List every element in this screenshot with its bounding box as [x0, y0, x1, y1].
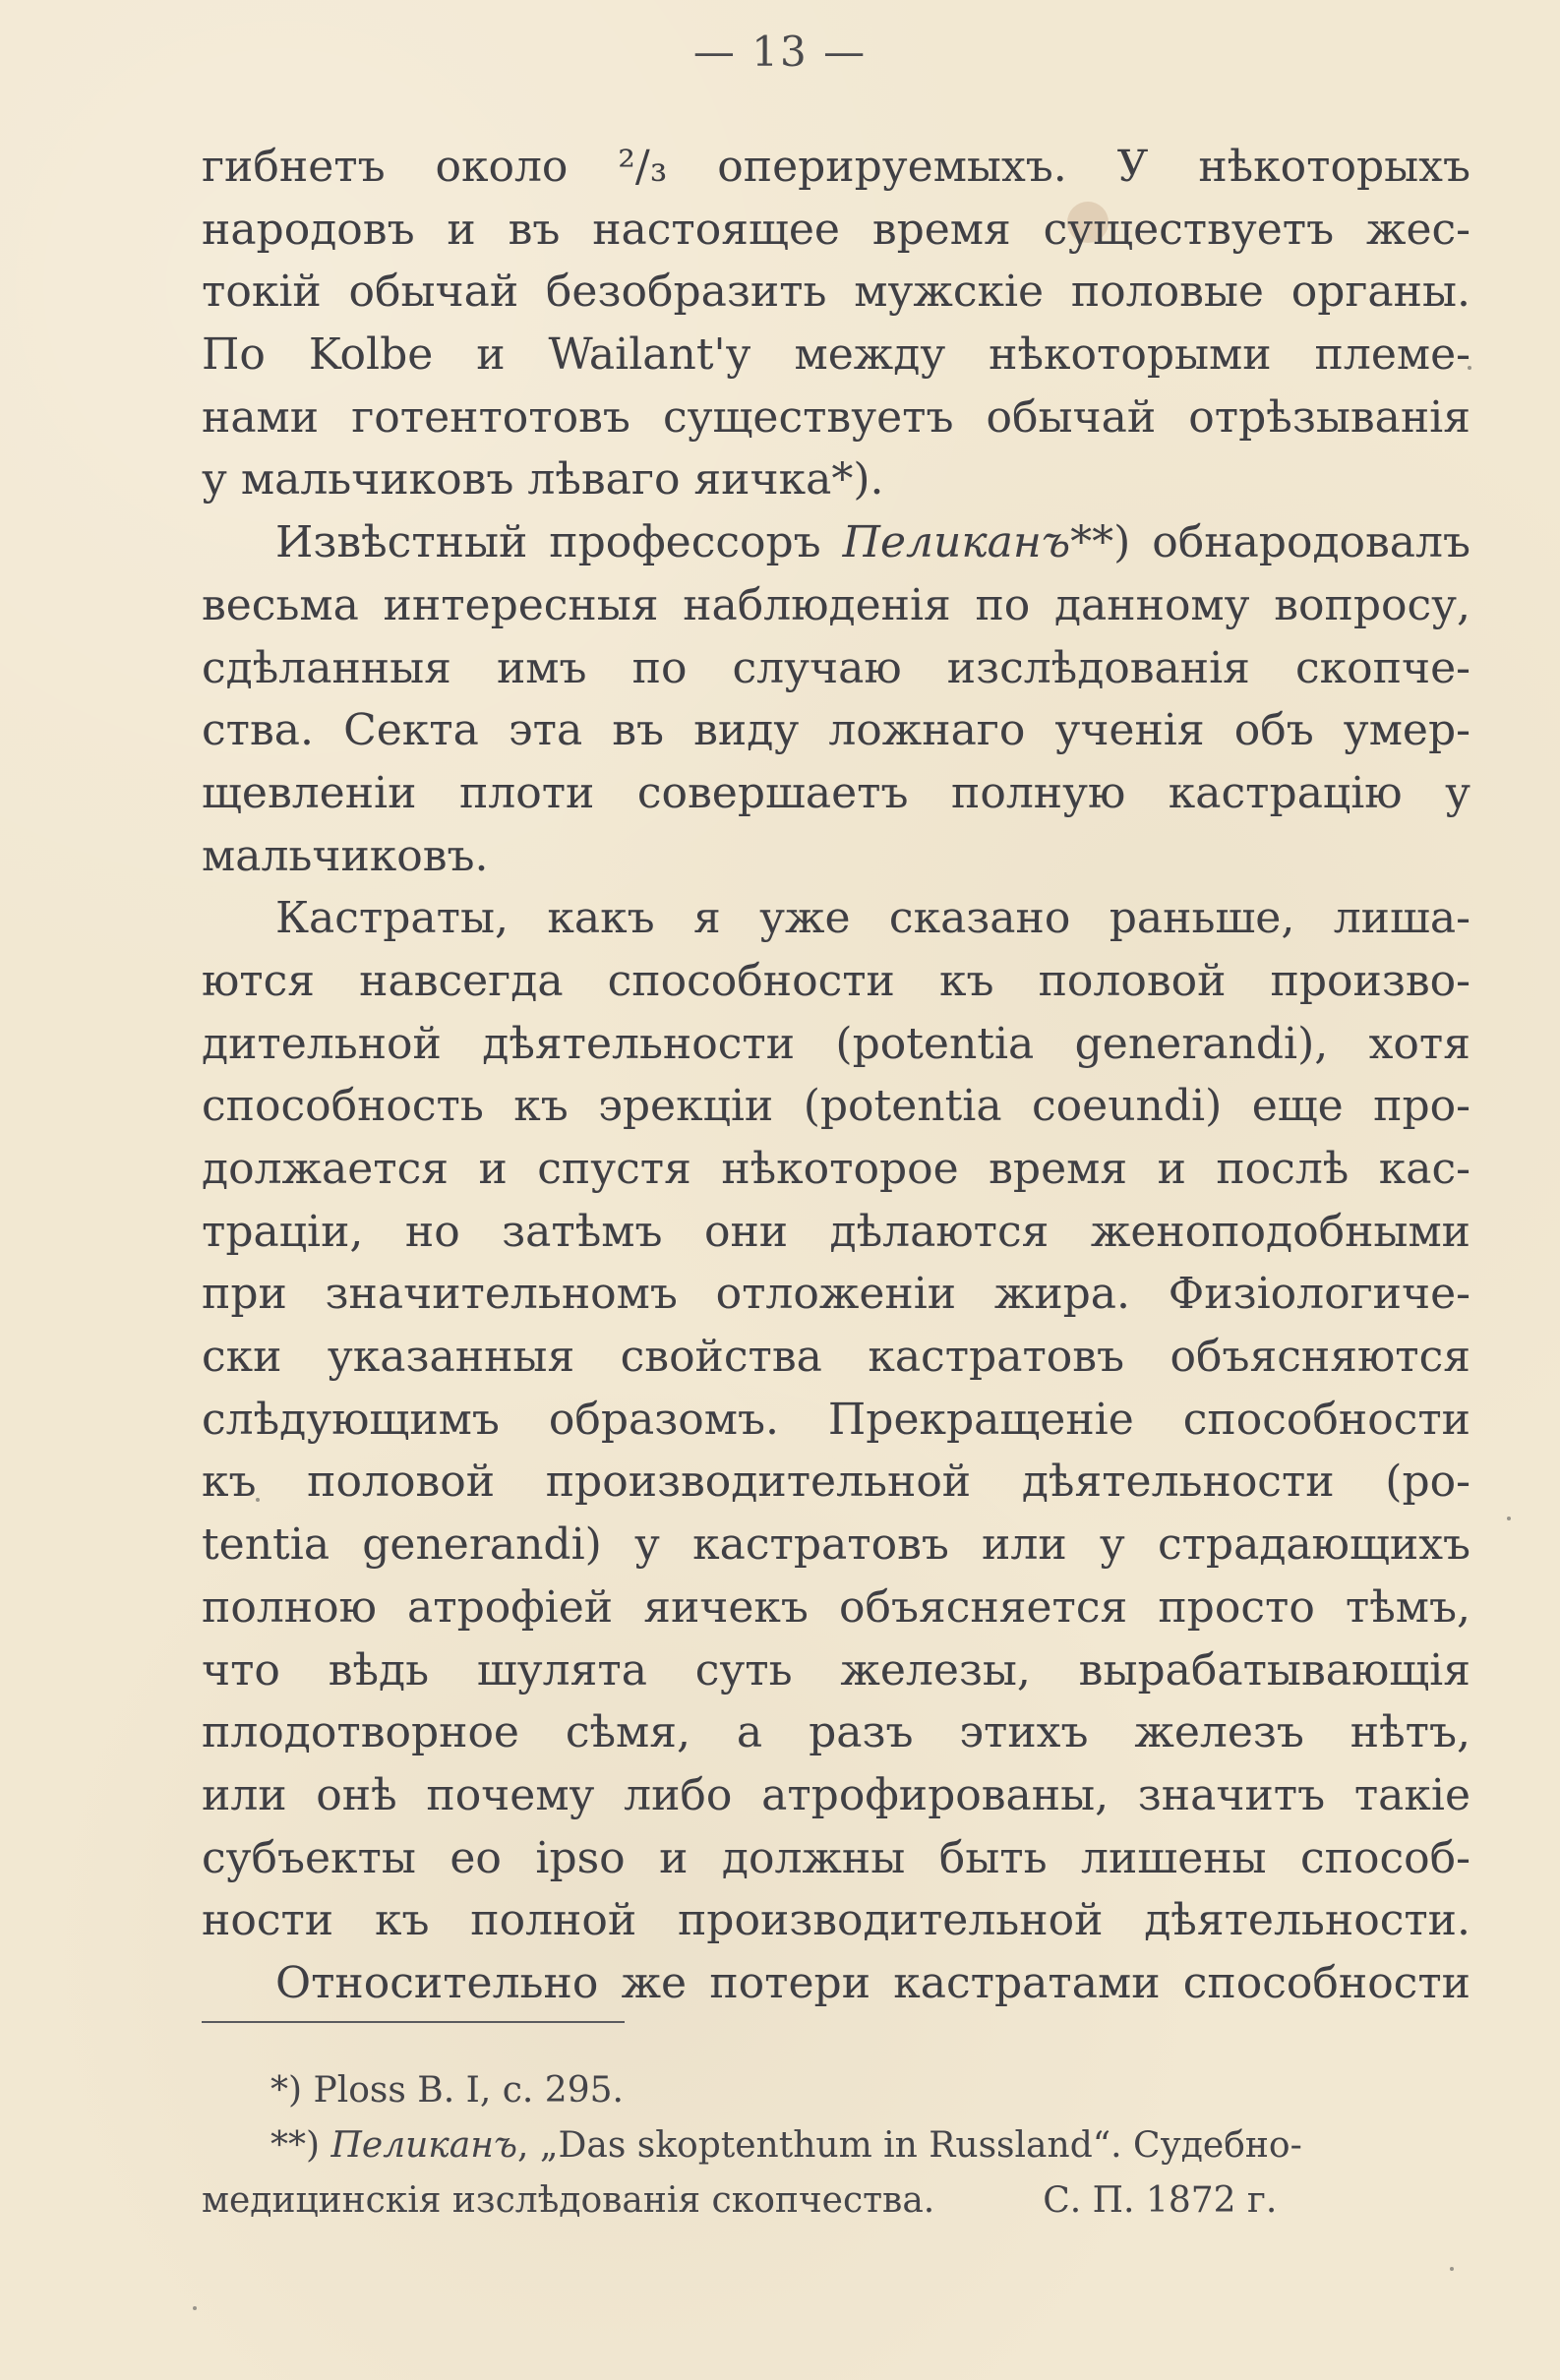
- paper-speck: [1450, 2267, 1454, 2271]
- text-line: должается и спустя нѣкоторое время и послѣ кас-: [202, 1144, 1470, 1194]
- footnote-2-continued: [202, 2173, 1470, 2229]
- text-line: мальчиковъ.: [202, 830, 489, 881]
- text-line: или онѣ почему либо атрофированы, значитъ такіе: [202, 1769, 1470, 1820]
- footnote-1: [202, 2063, 1470, 2118]
- footnotes: [202, 2063, 1470, 2229]
- text-line: ски указанныя свойства кастратовъ объясняются: [202, 1332, 1470, 1383]
- text-line: слѣдующимъ образомъ. Прекращеніе способности: [202, 1394, 1470, 1445]
- footnote-divider: [202, 2021, 625, 2023]
- text-line: народовъ и въ настоящее время существуетъ жес-: [202, 204, 1470, 255]
- text-line: По Kolbe и Wailant'у между нѣкоторыми племе-: [202, 329, 1470, 381]
- text-line: субъекты eo ipso и должны быть лишены способ-: [202, 1832, 1470, 1883]
- page-number: — 13 —: [692, 28, 868, 76]
- text-line: при значительномъ отложеніи жира. Физіологиче-: [202, 1269, 1470, 1320]
- text-line: токій обычай безобразить мужскіе половые органы.: [202, 267, 1470, 318]
- text-line: гибнетъ около ²/₃ оперируемыхъ. У нѣкоторыхъ: [202, 142, 1470, 192]
- text-line: ности къ полной производительной дѣятельности.: [202, 1895, 1470, 1946]
- footnote-author: Пеликанъ: [330, 2125, 517, 2166]
- paragraph-3: [202, 887, 1470, 1952]
- text-line: способность къ эрекціи (potentia coeundi) еще про-: [202, 1081, 1470, 1132]
- text-line: къ половой производительной дѣятельности (po-: [202, 1457, 1470, 1508]
- text-span: **) обнародовалъ: [1070, 517, 1470, 568]
- text-line: [202, 511, 1470, 574]
- text-span: Кастраты, какъ я уже сказано раньше, лиша-: [275, 893, 1470, 944]
- text-line: что вѣдь шулята суть железы, вырабатывающія: [202, 1644, 1470, 1696]
- paragraph-4: [202, 1952, 1470, 2015]
- footnote-text: *) Ploss B. I, c. 295.: [270, 2070, 624, 2111]
- text-line: [202, 1952, 1470, 2015]
- text-line: tentia generandi) у кастратовъ или у страдающихъ: [202, 1519, 1470, 1571]
- paper-speck: [193, 2306, 197, 2310]
- text-line: щевленіи плоти совершаетъ полную кастрацію у: [202, 767, 1470, 818]
- footnote-text: медицинскія изслѣдованія скопчества.: [202, 2180, 935, 2221]
- text-line: полною атрофіей яичекъ объясняется просто тѣмъ,: [202, 1581, 1470, 1633]
- text-line: плодотворное сѣмя, а разъ этихъ железъ нѣтъ,: [202, 1707, 1470, 1758]
- footnote-marker: **): [270, 2125, 331, 2166]
- text-line: ства. Секта эта въ виду ложнаго ученія объ умер-: [202, 705, 1470, 756]
- footnote-2: [202, 2118, 1470, 2173]
- footnote-publication: С. П. 1872 г.: [1043, 2180, 1278, 2221]
- text-line: [202, 887, 1470, 950]
- paper-speck: [1507, 1517, 1511, 1520]
- text-line: весьма интересныя наблюденія по данному вопросу,: [202, 579, 1470, 630]
- text-line: нами готентотовъ существуетъ обычай отрѣзыванія: [202, 391, 1470, 443]
- text-line: дительной дѣятельности (potentia generandi), хотя: [202, 1018, 1470, 1069]
- author-name: Пеликанъ: [842, 517, 1071, 568]
- paragraph-1: [202, 136, 1470, 511]
- footnote-text: , „Das skoptenthum in Russland“. Судебно-: [516, 2125, 1302, 2166]
- paragraph-2: [202, 511, 1470, 887]
- main-text: [202, 136, 1470, 2015]
- text-span: Относительно же потери кастратами способности: [275, 1957, 1470, 2008]
- text-line: траціи, но затѣмъ они дѣлаются женоподобными: [202, 1206, 1470, 1257]
- text-span: Извѣстный профессоръ: [275, 517, 843, 568]
- text-line: ются навсегда способности къ половой произво-: [202, 955, 1470, 1006]
- text-line: у мальчиковъ лѣваго яичка*).: [202, 454, 884, 506]
- text-line: сдѣланныя имъ по случаю изслѣдованія скопче-: [202, 642, 1470, 693]
